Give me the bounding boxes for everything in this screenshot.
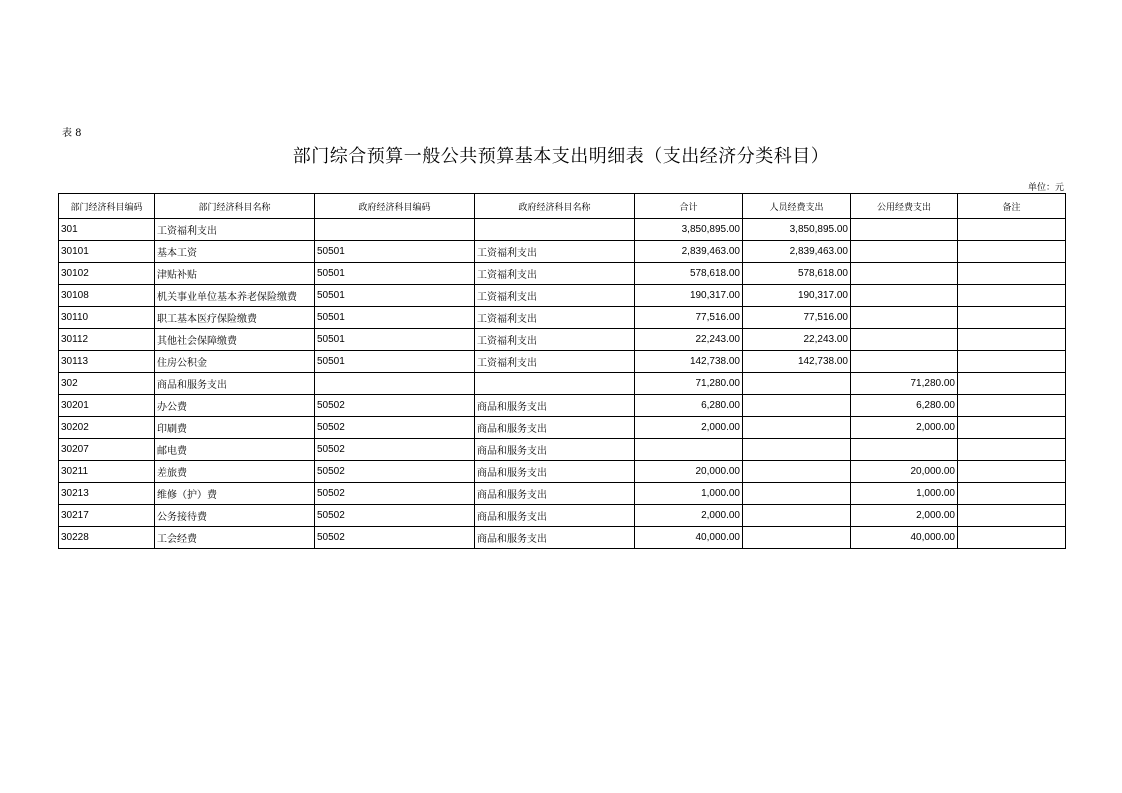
table-row: [59, 505, 1066, 527]
cell-personnel: 190,317.00: [743, 285, 851, 307]
cell-gov-name: [475, 219, 635, 241]
cell-personnel: [743, 505, 851, 527]
cell-gov-code: 50501: [315, 285, 475, 307]
cell-dept-code: 30102: [59, 263, 155, 285]
table-body: [59, 219, 1066, 549]
cell-gov-name: 商品和服务支出: [475, 505, 635, 527]
cell-dept-name: 商品和服务支出: [155, 373, 315, 395]
cell-note: [958, 351, 1066, 373]
cell-gov-name: 商品和服务支出: [475, 461, 635, 483]
cell-total: 3,850,895.00: [635, 219, 743, 241]
cell-total: 71,280.00: [635, 373, 743, 395]
cell-public: [851, 307, 958, 329]
cell-dept-code: 30101: [59, 241, 155, 263]
cell-personnel: [743, 395, 851, 417]
header-gov-name: 政府经济科目名称: [475, 194, 635, 219]
cell-gov-code: [315, 373, 475, 395]
cell-public: 6,280.00: [851, 395, 958, 417]
cell-note: [958, 373, 1066, 395]
table-row: [59, 285, 1066, 307]
cell-public: [851, 219, 958, 241]
page-title: 部门综合预算一般公共预算基本支出明细表（支出经济分类科目）: [292, 146, 830, 167]
cell-dept-code: 30108: [59, 285, 155, 307]
cell-dept-code: 30113: [59, 351, 155, 373]
cell-personnel: [743, 417, 851, 439]
cell-gov-name: 工资福利支出: [475, 329, 635, 351]
table-number: 表 8: [62, 128, 82, 139]
cell-note: [958, 241, 1066, 263]
header-gov-code: 政府经济科目编码: [315, 194, 475, 219]
header-dept-code: 部门经济科目编码: [59, 194, 155, 219]
cell-note: [958, 329, 1066, 351]
table-row: [59, 351, 1066, 373]
cell-dept-name: 职工基本医疗保险缴费: [155, 307, 315, 329]
cell-public: 2,000.00: [851, 417, 958, 439]
cell-public: 71,280.00: [851, 373, 958, 395]
cell-dept-name: 公务接待费: [155, 505, 315, 527]
cell-dept-name: 其他社会保障缴费: [155, 329, 315, 351]
cell-gov-name: 商品和服务支出: [475, 417, 635, 439]
cell-public: 40,000.00: [851, 527, 958, 549]
cell-dept-code: 301: [59, 219, 155, 241]
cell-personnel: 22,243.00: [743, 329, 851, 351]
cell-dept-code: 30228: [59, 527, 155, 549]
cell-dept-name: 印刷费: [155, 417, 315, 439]
cell-total: 2,839,463.00: [635, 241, 743, 263]
cell-total: [635, 439, 743, 461]
cell-public: [851, 241, 958, 263]
cell-dept-code: 30110: [59, 307, 155, 329]
cell-gov-code: 50502: [315, 483, 475, 505]
cell-note: [958, 505, 1066, 527]
header-personnel: 人员经费支出: [743, 194, 851, 219]
cell-public: [851, 351, 958, 373]
cell-note: [958, 417, 1066, 439]
cell-public: [851, 439, 958, 461]
cell-personnel: 77,516.00: [743, 307, 851, 329]
table-row: [59, 329, 1066, 351]
cell-gov-name: 商品和服务支出: [475, 439, 635, 461]
cell-dept-name: 办公费: [155, 395, 315, 417]
cell-note: [958, 219, 1066, 241]
header-note: 备注: [958, 194, 1066, 219]
cell-total: 77,516.00: [635, 307, 743, 329]
cell-personnel: [743, 483, 851, 505]
cell-dept-name: 工资福利支出: [155, 219, 315, 241]
cell-gov-code: [315, 219, 475, 241]
cell-gov-code: 50501: [315, 263, 475, 285]
cell-dept-code: 30217: [59, 505, 155, 527]
cell-personnel: [743, 461, 851, 483]
cell-dept-code: 30112: [59, 329, 155, 351]
cell-dept-name: 邮电费: [155, 439, 315, 461]
table-row: [59, 483, 1066, 505]
cell-gov-code: 50501: [315, 307, 475, 329]
cell-dept-code: 302: [59, 373, 155, 395]
cell-gov-code: 50501: [315, 241, 475, 263]
cell-public: [851, 263, 958, 285]
cell-dept-name: 机关事业单位基本养老保险缴费: [155, 285, 315, 307]
cell-dept-code: 30213: [59, 483, 155, 505]
expenditure-table: [58, 193, 1066, 549]
cell-total: 40,000.00: [635, 527, 743, 549]
cell-note: [958, 285, 1066, 307]
cell-note: [958, 527, 1066, 549]
cell-dept-name: 基本工资: [155, 241, 315, 263]
table-row: [59, 395, 1066, 417]
cell-dept-name: 津贴补贴: [155, 263, 315, 285]
cell-total: 142,738.00: [635, 351, 743, 373]
table-row: [59, 527, 1066, 549]
cell-dept-name: 工会经费: [155, 527, 315, 549]
cell-public: 2,000.00: [851, 505, 958, 527]
cell-total: 1,000.00: [635, 483, 743, 505]
cell-note: [958, 263, 1066, 285]
cell-total: 20,000.00: [635, 461, 743, 483]
cell-public: [851, 329, 958, 351]
cell-gov-code: 50502: [315, 417, 475, 439]
cell-gov-code: 50502: [315, 527, 475, 549]
cell-gov-name: 商品和服务支出: [475, 483, 635, 505]
cell-gov-name: 商品和服务支出: [475, 527, 635, 549]
header-total: 合计: [635, 194, 743, 219]
table-row: [59, 219, 1066, 241]
cell-dept-name: 差旅费: [155, 461, 315, 483]
cell-dept-name: 住房公积金: [155, 351, 315, 373]
cell-public: 20,000.00: [851, 461, 958, 483]
cell-personnel: 142,738.00: [743, 351, 851, 373]
cell-dept-code: 30207: [59, 439, 155, 461]
cell-dept-name: 维修（护）费: [155, 483, 315, 505]
table-row: [59, 461, 1066, 483]
cell-dept-code: 30211: [59, 461, 155, 483]
cell-gov-code: 50502: [315, 439, 475, 461]
cell-note: [958, 483, 1066, 505]
cell-total: 6,280.00: [635, 395, 743, 417]
header-dept-name: 部门经济科目名称: [155, 194, 315, 219]
table-row: [59, 439, 1066, 461]
table-row: [59, 241, 1066, 263]
cell-personnel: 3,850,895.00: [743, 219, 851, 241]
table-header-row: [59, 194, 1066, 219]
cell-gov-name: 工资福利支出: [475, 263, 635, 285]
cell-gov-name: [475, 373, 635, 395]
table-row: [59, 373, 1066, 395]
cell-gov-name: 工资福利支出: [475, 285, 635, 307]
cell-personnel: [743, 527, 851, 549]
cell-total: 190,317.00: [635, 285, 743, 307]
cell-gov-name: 工资福利支出: [475, 307, 635, 329]
cell-total: 578,618.00: [635, 263, 743, 285]
cell-gov-code: 50502: [315, 505, 475, 527]
unit-label: 单位：元: [1027, 183, 1064, 193]
cell-note: [958, 461, 1066, 483]
cell-personnel: [743, 373, 851, 395]
cell-personnel: 2,839,463.00: [743, 241, 851, 263]
cell-dept-code: 30202: [59, 417, 155, 439]
cell-gov-name: 工资福利支出: [475, 241, 635, 263]
cell-gov-code: 50502: [315, 395, 475, 417]
cell-total: 22,243.00: [635, 329, 743, 351]
cell-total: 2,000.00: [635, 505, 743, 527]
cell-personnel: [743, 439, 851, 461]
table-row: [59, 263, 1066, 285]
cell-note: [958, 395, 1066, 417]
cell-public: [851, 285, 958, 307]
cell-gov-name: 工资福利支出: [475, 351, 635, 373]
table-row: [59, 417, 1066, 439]
cell-gov-code: 50501: [315, 329, 475, 351]
cell-gov-code: 50501: [315, 351, 475, 373]
header-public: 公用经费支出: [851, 194, 958, 219]
cell-dept-code: 30201: [59, 395, 155, 417]
cell-note: [958, 307, 1066, 329]
cell-gov-code: 50502: [315, 461, 475, 483]
cell-personnel: 578,618.00: [743, 263, 851, 285]
cell-public: 1,000.00: [851, 483, 958, 505]
cell-total: 2,000.00: [635, 417, 743, 439]
cell-gov-name: 商品和服务支出: [475, 395, 635, 417]
table-row: [59, 307, 1066, 329]
cell-note: [958, 439, 1066, 461]
